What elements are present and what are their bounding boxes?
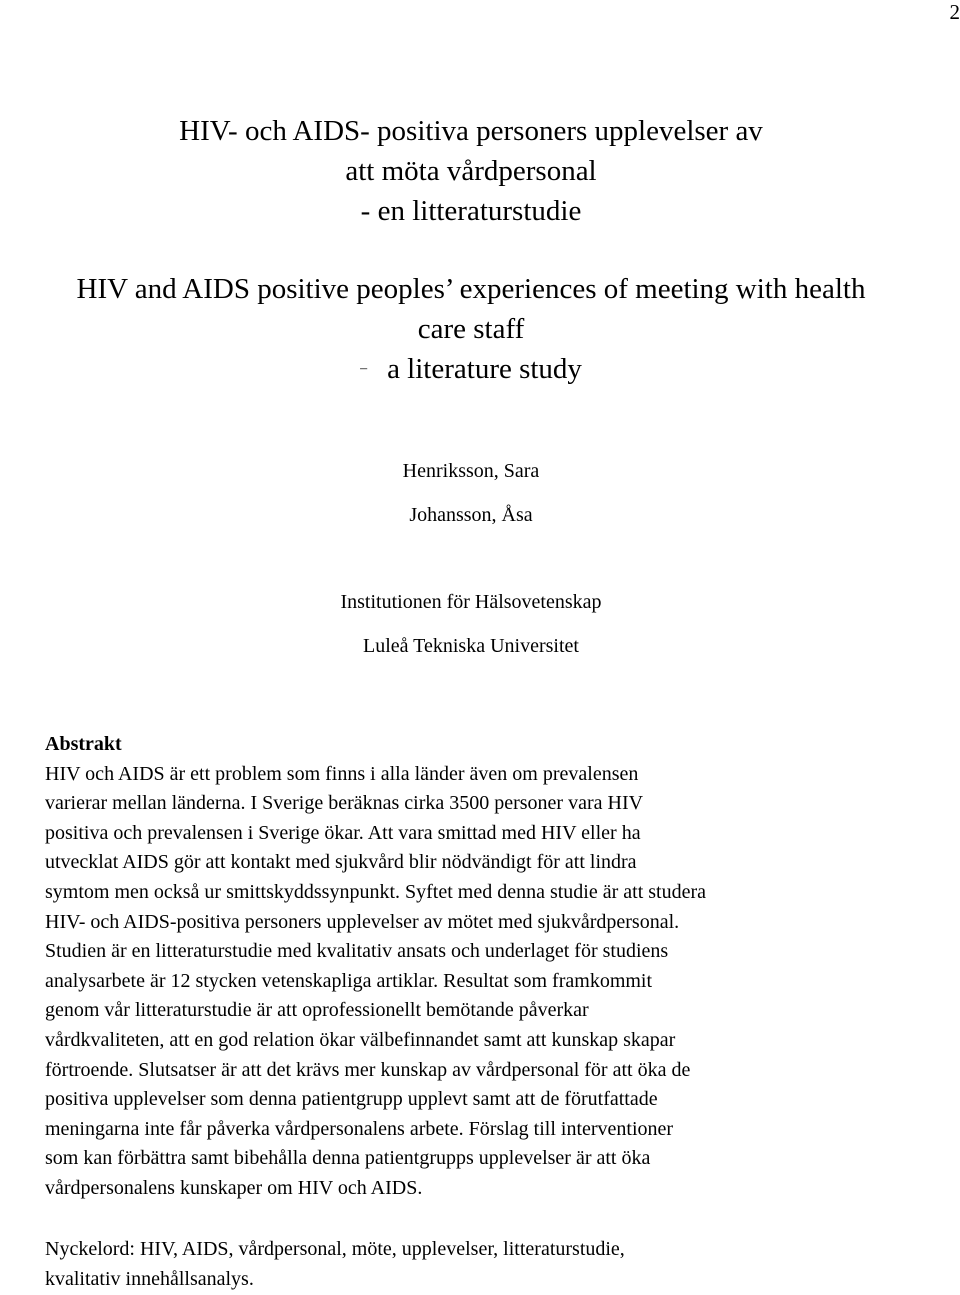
institution-university: Luleå Tekniska Universitet: [363, 635, 579, 657]
english-title-line: [0, 349, 942, 391]
abstract-line: genom vår litteraturstudie är att oprofessionellt bemötande påverkar: [45, 999, 589, 1022]
abstract-line: positiva upplevelser som denna patientgrupp upplevt samt att de förutfattade: [45, 1088, 658, 1111]
abstract-line: symtom men också ur smittskyddssynpunkt. Syftet med denna studie är att studera: [45, 880, 707, 903]
keywords-section: [45, 1235, 925, 1294]
keywords-line: Nyckelord: HIV, AIDS, vårdpersonal, möte, upplevelser, litteraturstudie,: [45, 1238, 625, 1260]
english-title: [0, 269, 942, 391]
english-title-line: HIV and AIDS positive peoples’ experiences of meeting with health: [76, 273, 866, 305]
swedish-title-line: att möta vårdpersonal: [345, 155, 597, 187]
author-name: Henriksson, Sara: [402, 460, 540, 482]
swedish-title: [0, 111, 942, 231]
abstract-line: HIV och AIDS är ett problem som finns i alla länder även om prevalensen: [45, 762, 639, 785]
abstract-line: vårdpersonalens kunskaper om HIV och AIDS.: [45, 1176, 423, 1199]
author-name: Johansson, Åsa: [409, 504, 533, 526]
institution-department: Institutionen för Hälsovetenskap: [340, 591, 602, 613]
abstract-body: [45, 760, 925, 1204]
abstract-line: positiva och prevalensen i Sverige ökar. Att vara smittad med HIV eller ha: [45, 821, 641, 844]
abstract-line: analysarbete är 12 stycken vetenskapliga artiklar. Resultat som framkommit: [45, 969, 653, 992]
institution: [0, 580, 942, 668]
page-number: 2: [949, 0, 960, 24]
abstract-line: meningarna inte får påverka vårdpersonalens arbete. Förslag till interventioner: [45, 1117, 674, 1140]
keywords-line: kvalitativ innehållsanalys.: [45, 1267, 254, 1290]
abstract-section: [45, 730, 925, 1204]
abstract-line: förtroende. Slutsatser är att det krävs mer kunskap av vårdpersonal för att öka de: [45, 1058, 691, 1081]
authors: [0, 449, 942, 537]
abstract-line: vårdkvaliteten, att en god relation ökar välbefinnandet samt att kunskap skapar: [45, 1028, 676, 1051]
abstract-line: varierar mellan länderna. I Sverige beräknas cirka 3500 personer vara HIV: [45, 792, 644, 815]
abstract-line: Studien är en litteraturstudie med kvalitativ ansats och underlaget för studiens: [45, 940, 669, 963]
english-title-subtitle: a literature study: [387, 353, 582, 385]
title-dash: –: [360, 361, 368, 377]
swedish-title-line: HIV- och AIDS- positiva personers upplevelser av: [179, 115, 763, 147]
abstract-line: HIV- och AIDS-positiva personers upplevelser av mötet med sjukvårdpersonal.: [45, 910, 680, 933]
abstract-line: utvecklat AIDS gör att kontakt med sjukvård blir nödvändigt för att lindra: [45, 851, 637, 874]
abstract-line: som kan förbättra samt bibehålla denna patientgrupps upplevelser är att öka: [45, 1147, 651, 1170]
swedish-title-line: - en litteraturstudie: [360, 195, 582, 227]
abstract-heading: Abstrakt: [45, 733, 122, 755]
english-title-line: care staff: [417, 313, 525, 345]
